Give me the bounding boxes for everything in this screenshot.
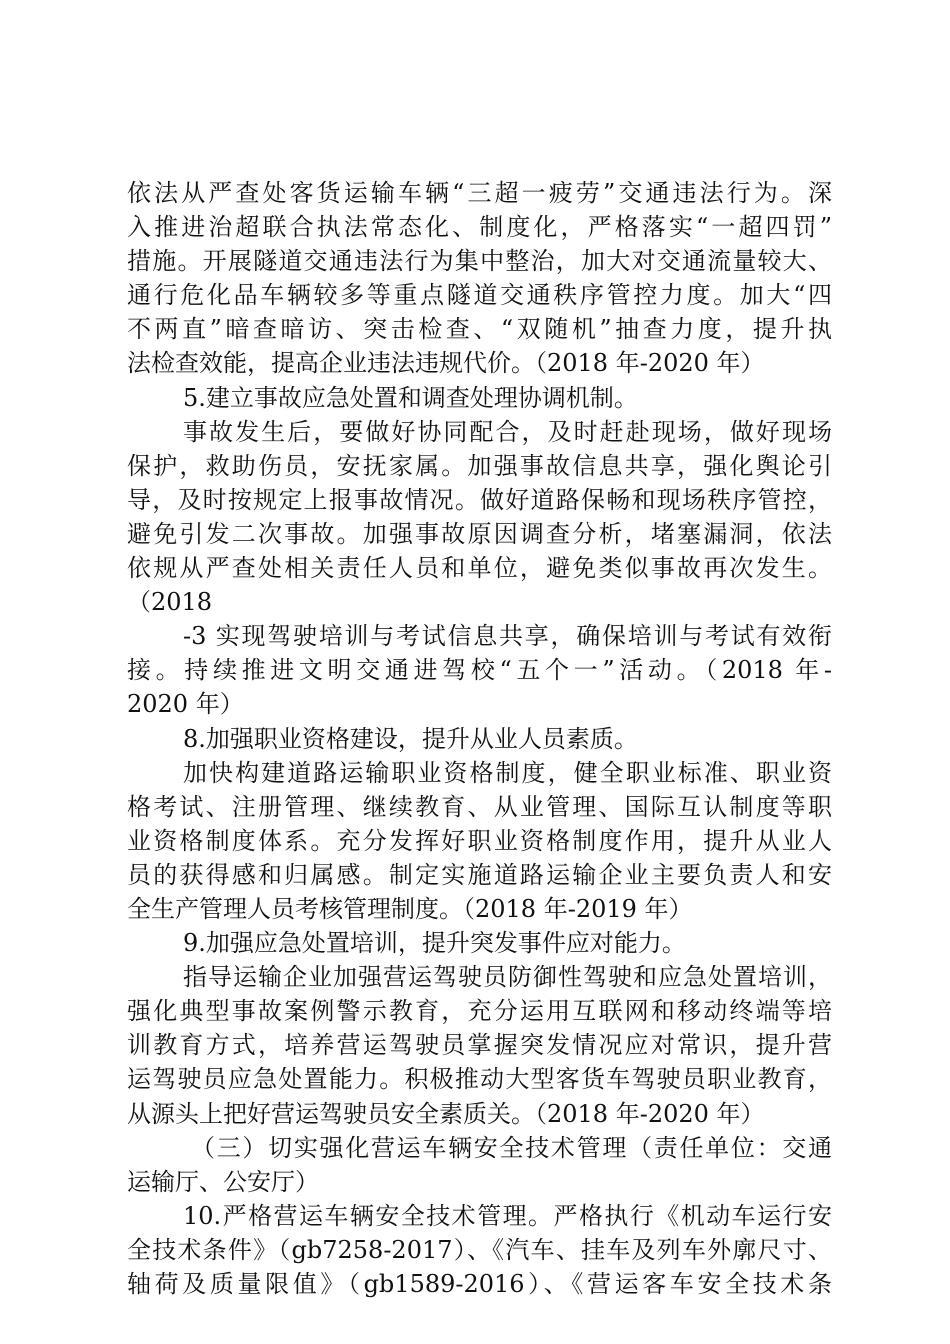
text-line: （2018 (127, 588, 213, 617)
text-line: 依法从严查处客货运输车辆“三超一疲劳”交通违法行为。深 (127, 179, 832, 207)
text-line: 全生产管理人员考核管理制度。（2018 年-2019 年） (127, 894, 693, 923)
text-line: 事故发生后，要做好协同配合，及时赶赴现场，做好现场 (183, 417, 832, 446)
text-line: 法检查效能，提高企业违法违规代价。（2018 年-2020 年） (127, 349, 765, 378)
section-heading: 5.建立事故应急处置和调查处理协调机制。 (183, 383, 638, 412)
text-line: 指导运输企业加强营运驾驶员防御性驾驶和应急处置培训， (183, 963, 832, 992)
text-line: 从源头上把好营运驾驶员安全素质关。（2018 年-2020 年） (127, 1099, 765, 1128)
text-line: 训教育方式，培养营运驾驶员掌握突发情况应对常识，提升营 (127, 1031, 832, 1060)
document-body (127, 176, 832, 1301)
text-line: 2020 年） (127, 690, 244, 719)
text-line: 不两直”暗查暗访、突击检查、“双随机”抽查力度，提升执 (127, 315, 832, 344)
text-line: 运输厅、公安厅） (127, 1167, 319, 1196)
section-heading: （三）切实强化营运车辆安全技术管理（责任单位：交通 (191, 1133, 832, 1162)
text-line: 加快构建道路运输职业资格制度，健全职业标准、职业资 (183, 758, 832, 787)
text-line: 全技术条件》（gb7258-2017）、《汽车、挂车及列车外廓尺寸、 (127, 1235, 832, 1264)
text-line: 导，及时按规定上报事故情况。做好道路保畅和现场秩序管控， (127, 485, 832, 514)
text-line: 避免引发二次事故。加强事故原因调查分析，堵塞漏洞，依法 (127, 519, 832, 548)
text-line: 运驾驶员应急处置能力。积极推动大型客货车驾驶员职业教育， (127, 1065, 832, 1094)
section-heading: 10.严格营运车辆安全技术管理。严格执行《机动车运行安 (183, 1201, 832, 1230)
text-line: 强化典型事故案例警示教育，充分运用互联网和移动终端等培 (127, 997, 832, 1026)
text-line: 轴荷及质量限值》（gb1589-2016）、《营运客车安全技术条 (127, 1270, 832, 1298)
text-line: 通行危化品车辆较多等重点隧道交通秩序管控力度。加大“四 (127, 281, 832, 310)
text-line: 依规从严查处相关责任人员和单位，避免类似事故再次发生。 (127, 554, 832, 583)
text-line: 入推进治超联合执法常态化、制度化，严格落实“一超四罚” (127, 213, 832, 242)
section-heading: 8.加强职业资格建设，提升从业人员素质。 (183, 724, 638, 753)
text-line: 措施。开展隧道交通违法行为集中整治，加大对交通流量较大、 (127, 247, 832, 276)
text-line: 接。持续推进文明交通进驾校“五个一”活动。（2018 年- (127, 656, 832, 685)
text-line: 保护，救助伤员，安抚家属。加强事故信息共享，强化舆论引 (127, 451, 832, 480)
text-line: 员的获得感和归属感。制定实施道路运输企业主要负责人和安 (127, 860, 832, 889)
section-heading: 9.加强应急处置培训，提升突发事件应对能力。 (183, 929, 686, 958)
text-line: 业资格制度体系。充分发挥好职业资格制度作用，提升从业人 (127, 826, 832, 855)
text-line: -3 实现驾驶培训与考试信息共享，确保培训与考试有效衔 (183, 622, 832, 651)
text-line: 格考试、注册管理、继续教育、从业管理、国际互认制度等职 (127, 792, 832, 821)
